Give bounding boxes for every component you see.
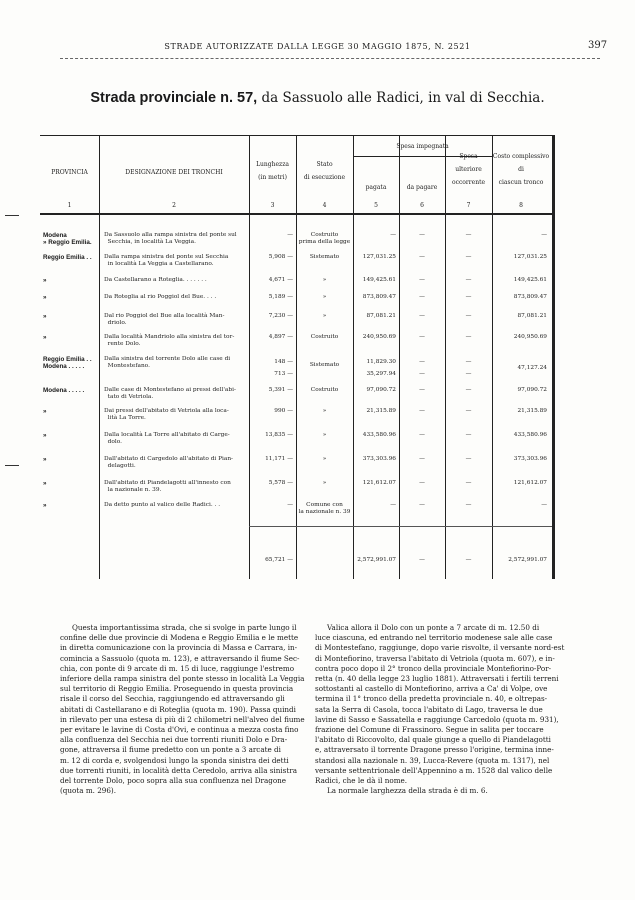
cell-designazione: Da Sassuolo alla rampa sinistra del ponte sul Secchia, in località La Veggia. (104, 232, 237, 245)
header-da-pagare: da pagare (406, 184, 438, 191)
header-pagata: pagata (365, 184, 387, 191)
cell-provincia: » (43, 294, 47, 301)
total-lunghezza: 65,721 — (265, 557, 293, 563)
cell-stato: » (322, 294, 327, 300)
cell-da-pagare: — (419, 432, 425, 438)
column-number: 3 (270, 202, 275, 209)
cell-designazione: Dal rio Poggiol del Bue alla località Man- driolo. (104, 313, 225, 326)
total-pagata: 2,572,991.07 (357, 557, 396, 563)
description-column-left (60, 623, 305, 796)
text-line: del torrente Dolo, poco sopra alla sua confluenza nel Dragone (60, 776, 287, 786)
text-line: l'abitato di Riccovolto, dal quale giunge a quello di Piandelagotti (315, 735, 551, 745)
cell-designazione: Dalla località Mandriolo alla sinistra del tor- rente Dolo. (104, 334, 235, 347)
column-number: 7 (466, 202, 471, 209)
cell-designazione: Dall'abitato di Cargedolo all'abitato di Pian- delagotti. (104, 456, 234, 469)
cell-ulteriore: — (465, 232, 472, 238)
header-lunghezza: Lunghezza (in metri) (256, 161, 289, 181)
total-ulteriore: — (465, 557, 472, 563)
cell-stato: Comune con la nazionale n. 39 (298, 502, 351, 515)
text-line: La normale larghezza della strada è di m. 6. (327, 786, 488, 796)
cell-designazione: Dalla rampa sinistra del ponte sul Secchia in località La Veggia a Castellarano. (104, 254, 229, 267)
cell-provincia: » (43, 408, 47, 415)
column-number: 1 (67, 202, 72, 209)
text-line: risale il corso del Secchia, raggiungendo ed attraversando gli (60, 694, 285, 704)
cell-da-pagare: — (419, 277, 425, 283)
cell-da-pagare: — (419, 408, 425, 414)
cell-da-pagare: — (419, 254, 425, 260)
cell-stato: Costruito (310, 387, 339, 393)
cell-stato: » (322, 456, 327, 462)
cell-designazione: Dall'abitato di Piandelagotti all'innesto con la nazionale n. 39. (104, 480, 231, 493)
cell-pagata: 373,303.96 (362, 456, 396, 462)
cell-costo: 873,809.47 (513, 294, 547, 300)
cell-ulteriore: — (465, 432, 472, 438)
cell-stato: » (322, 408, 327, 414)
cell-costo: 149,425.61 (513, 277, 547, 283)
title-description: da Sassuolo alle Radici, in val di Secchia. (257, 90, 545, 106)
cell-designazione: Da detto punto al valico delle Radici. . . (104, 502, 221, 508)
text-line: gone, attraversa il fiume predetto con un ponte a 3 arcate di (60, 745, 281, 755)
cell-pagata: — (390, 502, 396, 508)
cell-provincia: Modena » Reggio Emilia. (43, 232, 92, 246)
header-provincia: PROVINCIA (51, 169, 88, 176)
cell-pagata: 97,090.72 (366, 387, 396, 393)
cell-ulteriore: — (465, 502, 472, 508)
cell-ulteriore: — (465, 387, 472, 393)
header-costo: Costo complessivo di ciascun tronco (492, 153, 550, 186)
cell-pagata: 87,081.21 (366, 313, 396, 319)
cell-costo: 21,315.89 (517, 408, 547, 414)
cell-da-pagare: — (419, 232, 425, 238)
cell-lunghezza: 13,835 — (265, 432, 293, 438)
header-designazione: DESIGNAZIONE DEI TRONCHI (125, 169, 223, 176)
cell-lunghezza: 990 — (274, 408, 293, 414)
text-line: Radici, che le dà il nome. (315, 776, 408, 786)
text-line: frazione del Comune di Frassinoro. Segue in salita per toccare (315, 725, 544, 735)
cell-da-pagare: — (419, 480, 425, 486)
cell-costo: 240,950.69 (513, 334, 547, 340)
cell-pagata: 873,809.47 (362, 294, 396, 300)
cell-provincia: » (43, 432, 47, 439)
cell-designazione: Dalla sinistra del torrente Dolo alle case di Montestefano. (104, 356, 231, 369)
column-number: 6 (420, 202, 424, 209)
page-number: 397 (588, 40, 608, 51)
cell-stato: Sistemato (309, 254, 340, 260)
cell-provincia: » (43, 313, 47, 320)
cell-da-pagare: — — (419, 359, 425, 377)
cell-lunghezza: 5,391 — (268, 387, 293, 393)
cell-da-pagare: — (419, 456, 425, 462)
cell-provincia: » (43, 480, 47, 487)
text-line: contra poco dopo il 2° tronco della provinciale Montefiorino-Por- (315, 663, 552, 673)
roads-table (40, 135, 555, 579)
text-line: confine delle due provincie di Modena e Reggio Emilia e le mette (60, 633, 299, 643)
header-rule (60, 58, 600, 59)
cell-costo: 433,580.96 (513, 432, 547, 438)
text-line: m. 12 di corda e, svolgendosi lungo la sponda sinistra dei detti (60, 755, 289, 765)
cell-costo: 127,031.25 (513, 254, 547, 260)
cell-costo: — (541, 502, 547, 508)
cell-da-pagare: — (419, 387, 425, 393)
cell-lunghezza: 4,897 — (268, 334, 293, 340)
column-number: 4 (322, 202, 327, 209)
column-number: 2 (172, 202, 176, 209)
page-title (0, 90, 635, 106)
cell-provincia: » (43, 502, 47, 509)
cell-ulteriore: — (465, 294, 472, 300)
cell-lunghezza: — (287, 232, 293, 238)
text-line: di Montestefano, raggiunge, dopo varie risvolte, il versante nord-est (315, 643, 565, 653)
cell-lunghezza: 4,671 — (268, 277, 293, 283)
text-line: comincia a Sassuolo (quota m. 123), e attraversando il fiume Sec- (60, 653, 300, 663)
cell-stato: » (322, 432, 327, 438)
text-line: (quota m. 296). (60, 786, 117, 796)
cell-ulteriore: — (465, 254, 472, 260)
cell-provincia: Reggio Emilia . . (43, 254, 92, 261)
cell-costo: 87,081.21 (517, 313, 547, 319)
cell-stato: Sistemato (309, 362, 340, 368)
cell-pagata: 240,950.69 (362, 334, 396, 340)
text-line: inferiore della rampa sinistra del ponte stesso in località La Veggia (60, 674, 305, 684)
cell-costo: 97,090.72 (517, 387, 547, 393)
description-column-right (315, 623, 564, 796)
cell-lunghezza: — (287, 502, 293, 508)
cell-ulteriore: — (465, 456, 472, 462)
cell-costo: 373,303.96 (513, 456, 547, 462)
cell-pagata: 149,425.61 (362, 277, 396, 283)
text-line: in rilevato per una estesa di più di 2 chilometri nell'alveo del fiume (60, 714, 305, 724)
text-line: Questa importantissima strada, che si svolge in parte lungo il (72, 623, 297, 632)
text-line: in diretta comunicazione con la provincia di Massa e Carrara, in- (60, 643, 298, 653)
cell-designazione: Dalla località La Torre all'abitato di Carge- dolo. (104, 432, 230, 445)
header-stato: Stato di esecuzione (303, 161, 346, 181)
cell-pagata: 433,580.96 (362, 432, 396, 438)
cell-provincia: » (43, 334, 47, 341)
cell-ulteriore: — (465, 480, 472, 486)
text-line: due torrenti riuniti, in località detta Ceredolo, arriva alla sinistra (60, 765, 297, 775)
cell-lunghezza: 5,189 — (268, 294, 293, 300)
text-line: luce ciascuna, ed entrando nel territorio modenese sale alle case (315, 633, 553, 643)
cell-ulteriore: — (465, 277, 472, 283)
text-line: sata la Serra di Casola, tocca l'abitato di Lago, traversa le due (315, 704, 543, 714)
cell-costo: 47,127.24 (517, 365, 547, 371)
text-line: di Montefiorino, traversa l'abitato di Vetriola (quota m. 607), e in- (315, 653, 555, 663)
running-head: STRADE AUTORIZZATE DALLA LEGGE 30 MAGGIO 1875, N. 2521 (164, 42, 471, 51)
cell-designazione: Da Roteglia al rio Poggiol del Bue. . . . (104, 294, 217, 300)
cell-costo: — (541, 232, 547, 238)
cell-da-pagare: — (419, 294, 425, 300)
cell-designazione: Da Castellarano a Roteglia. . . . . . . (104, 277, 207, 283)
text-line: chia, con ponte di 9 arcate di m. 15 di luce, raggiunge l'estremo (60, 663, 295, 673)
cell-provincia: » (43, 456, 47, 463)
total-costo: 2,572,991.07 (508, 557, 547, 563)
text-line: versante settentrionale dell'Appennino a m. 1528 dal valico delle (315, 765, 553, 775)
text-line: alla confluenza del Secchia nei due torrenti riuniti Dolo e Dra- (60, 735, 288, 745)
text-line: abitati di Castellarano e di Roteglia (quota m. 190). Passa quindi (60, 704, 296, 714)
cell-pagata: 127,031.25 (362, 254, 396, 260)
cell-ulteriore: — — (465, 359, 472, 377)
text-line: per evitare le lavine di Costa d'Ovi, e continua a mezza costa fino (60, 725, 299, 735)
cell-stato: Costruito prima della legge (298, 232, 351, 245)
cell-lunghezza: 7,230 — (268, 313, 293, 319)
cell-designazione: Dai pressi dell'abitato di Vetriola alla loca- lità La Torre. (104, 408, 229, 421)
cell-provincia: » (43, 277, 47, 284)
cell-lunghezza: 5,578 — (268, 480, 293, 486)
cell-lunghezza: 11,171 — (265, 456, 293, 462)
cell-ulteriore: — (465, 408, 472, 414)
cell-ulteriore: — (465, 313, 472, 319)
cell-da-pagare: — (419, 334, 425, 340)
text-line: e, attraversato il torrente Dragone presso l'origine, termina inne- (315, 745, 554, 755)
cell-pagata: — (390, 232, 396, 238)
cell-stato: » (322, 480, 327, 486)
text-line: lavine di Sasso e Sassatella e raggiunge Carcedolo (quota m. 931), (315, 714, 559, 724)
column-number: 5 (374, 202, 378, 209)
cell-provincia: Reggio Emilia . . Modena . . . . . (43, 356, 92, 370)
cell-stato: » (322, 313, 327, 319)
cell-lunghezza: 5,908 — (268, 254, 293, 260)
cell-stato: » (322, 277, 327, 283)
cell-da-pagare: — (419, 313, 425, 319)
header-spesa-impegnata: Spesa impegnata (396, 143, 449, 150)
cell-stato: Costruito (310, 334, 339, 340)
text-line: sul territorio di Reggio Emilia. Proseguendo in questa provincia (60, 684, 294, 694)
text-line: retta (n. 40 della legge 23 luglio 1881). Attraversati i fertili terreni (315, 674, 559, 684)
text-line: Valica allora il Dolo con un ponte a 7 arcate di m. 12.50 di (327, 623, 540, 632)
cell-pagata: 121,612.07 (362, 480, 396, 486)
text-line: standosi alla nazionale n. 39, Lucca-Revere (quota m. 1317), nel (315, 755, 550, 765)
cell-costo: 121,612.07 (513, 480, 547, 486)
header-spesa-ulteriore: Spesa ulteriore occorrente (451, 153, 486, 186)
cell-provincia: Modena . . . . . (43, 387, 85, 394)
text-line: termina il 1° tronco della predetta provinciale n. 40, e oltrepas- (315, 694, 548, 704)
margin-mark (5, 215, 19, 216)
text-line: sottostanti al castello di Montefiorino, arriva a Ca' di Volpe, ove (315, 684, 548, 694)
title-road-number: Strada provinciale n. 57, (90, 90, 258, 106)
cell-designazione: Dalle case di Montestefano ai pressi dell'abi- tato di Vetriola. (104, 387, 236, 400)
margin-mark (5, 465, 19, 466)
cell-pagata: 11,829.30 35,297.94 (366, 359, 396, 377)
total-da-pagare: — (419, 557, 425, 563)
column-number: 8 (519, 202, 523, 209)
cell-lunghezza: 148 — 713 — (274, 359, 293, 377)
cell-pagata: 21,315.89 (366, 408, 396, 414)
cell-da-pagare: — (419, 502, 425, 508)
cell-ulteriore: — (465, 334, 472, 340)
